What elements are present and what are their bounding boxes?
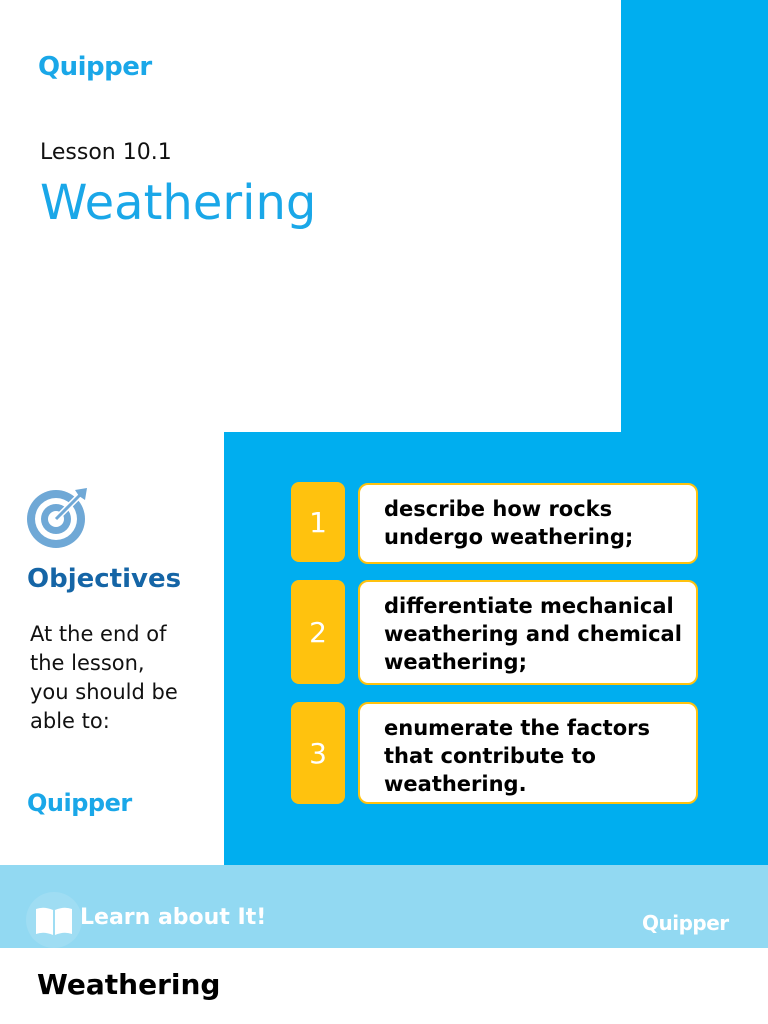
target-icon <box>25 484 91 550</box>
lesson-number: Lesson 10.1 <box>40 140 172 165</box>
objective-number: 3 <box>291 702 345 804</box>
quipper-logo: Quipper <box>642 911 729 935</box>
side-accent-bar <box>621 0 768 432</box>
book-icon <box>34 905 74 937</box>
objectives-heading: Objectives <box>27 564 182 594</box>
objective-number: 2 <box>291 580 345 684</box>
objective-item: enumerate the factors that contribute to weathering. <box>358 702 698 804</box>
quipper-logo: Quipper <box>27 789 132 817</box>
quipper-logo: Quipper <box>38 52 152 82</box>
section-label: Learn about It! <box>80 905 267 930</box>
section-title: Weathering <box>37 968 221 1001</box>
lesson-title: Weathering <box>40 175 317 231</box>
objectives-intro: At the end of the lesson, you should be able to: <box>30 622 178 733</box>
objective-item: differentiate mechanical weathering and chemical weathering; <box>358 580 698 685</box>
slide-title <box>0 0 768 432</box>
slide-objectives <box>0 432 768 865</box>
objective-number: 1 <box>291 482 345 562</box>
objective-item: describe how rocks undergo weathering; <box>358 483 698 564</box>
